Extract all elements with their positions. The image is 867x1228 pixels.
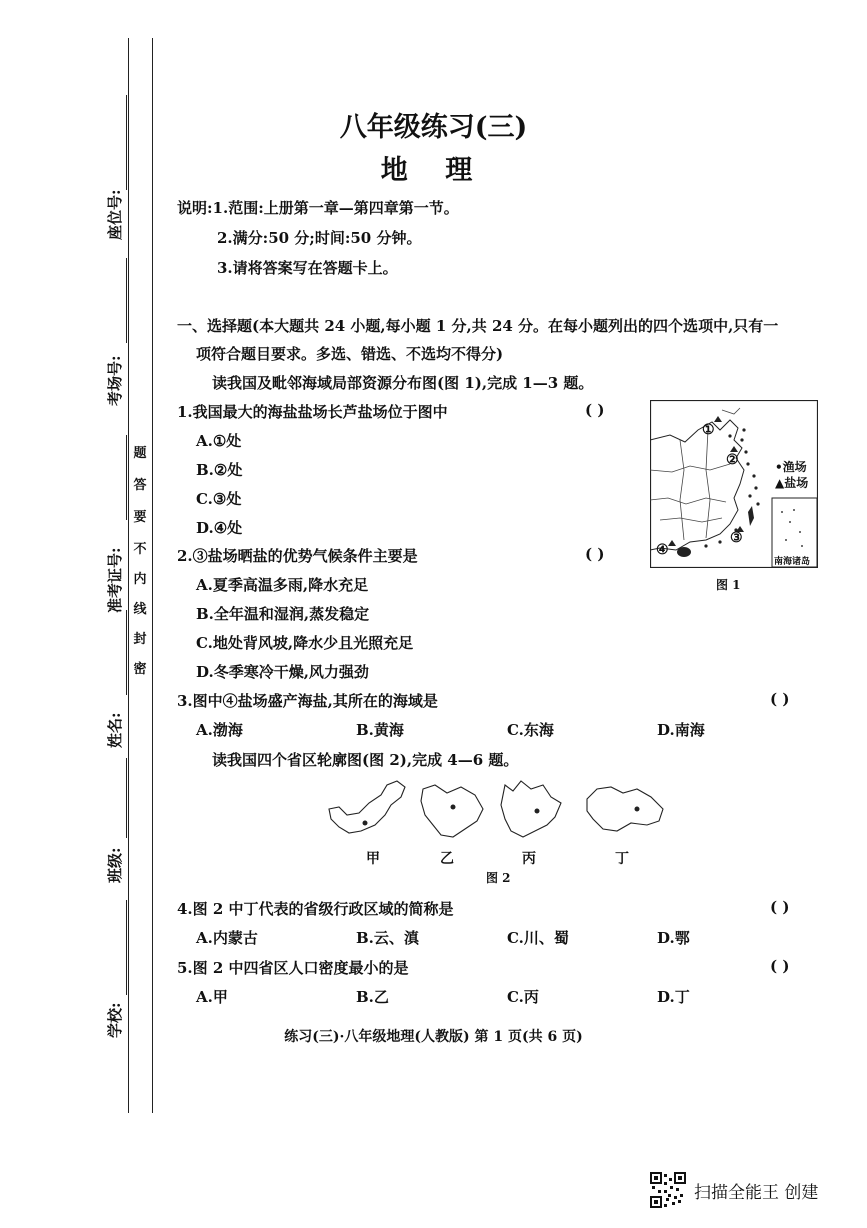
legend-saltfield (775, 474, 808, 491)
q5-answer-paren: ( ) (770, 957, 790, 975)
exam-room-label: 考场号: (106, 355, 124, 406)
class-underline (126, 758, 127, 838)
reading-intro-2: 读我国四个省区轮廓图(图 2),完成 4—6 题。 (212, 751, 519, 769)
seal-char: 要 (133, 510, 147, 525)
fig1-marker-2: ② (726, 452, 739, 468)
name-underline (126, 610, 127, 695)
exam-id-label: 准考证号: (106, 547, 124, 613)
q5-option-c: C.丙 (507, 988, 539, 1006)
seal-char: 答 (133, 478, 147, 493)
q3-answer-paren: ( ) (770, 690, 790, 708)
q4-option-b: B.云、滇 (356, 929, 419, 947)
fig1-marker-3: ③ (730, 530, 743, 546)
exam-room-field (104, 258, 144, 408)
q2-answer-paren: ( ) (585, 545, 605, 563)
q4-option-c: C.川、蜀 (507, 929, 569, 947)
q3-option-c: C.东海 (507, 721, 554, 739)
figure-2-caption: 图 2 (486, 871, 511, 885)
figure-1-caption: 图 1 (716, 578, 741, 592)
q2-option-d: D.冬季寒冷干燥,风力强劲 (196, 663, 369, 681)
seat-label: 座位号: (106, 189, 124, 240)
q1-option-a: A.①处 (196, 432, 242, 450)
q2-option-c: C.地处背风坡,降水少且光照充足 (196, 634, 414, 652)
figure-2-outlines (325, 775, 670, 845)
legend-fishery (775, 458, 807, 475)
school-label: 学校: (106, 1002, 124, 1038)
q4-answer-paren: ( ) (770, 898, 790, 916)
school-underline (126, 900, 127, 995)
q2-option-a: A.夏季高温多雨,降水充足 (196, 576, 369, 594)
subject-title: 地 理 (380, 155, 487, 186)
fig2-label-yi: 乙 (440, 851, 454, 867)
figure-1-map (650, 400, 818, 568)
instruction-2: 2.满分:50 分;时间:50 分钟。 (217, 229, 422, 247)
q1-option-c: C.③处 (196, 490, 242, 508)
figure-2-svg (325, 775, 670, 845)
legend-fishery-label: 渔场 (782, 460, 807, 474)
q1-option-d: D.④处 (196, 519, 243, 537)
q5-option-b: B.乙 (356, 988, 389, 1006)
qr-code-icon (650, 1172, 686, 1208)
exam-id-underline (126, 435, 127, 520)
q3-stem: 3.图中④盐场盛产海盐,其所在的海域是 (177, 692, 438, 710)
exam-id-field (104, 435, 144, 615)
q3-option-d: D.南海 (657, 721, 705, 739)
seal-char: 密 (133, 662, 147, 677)
instruction-3: 3.请将答案写在答题卡上。 (217, 259, 398, 277)
fishery-dot-icon: • (775, 460, 783, 474)
fig2-label-jia: 甲 (366, 851, 380, 867)
seal-char: 线 (133, 602, 147, 617)
q1-answer-paren: ( ) (585, 401, 605, 419)
school-field (104, 900, 144, 1040)
reading-intro-1: 读我国及毗邻海域局部资源分布图(图 1),完成 1—3 题。 (212, 374, 594, 392)
watermark-text: 扫描全能王 创建 (694, 1183, 819, 1203)
q5-option-d: D.丁 (657, 988, 690, 1006)
fig2-label-bing: 丙 (522, 851, 536, 867)
fig1-marker-1: ① (702, 422, 715, 438)
seal-char: 内 (133, 572, 147, 587)
legend-saltfield-label: 盐场 (784, 476, 809, 490)
class-field (104, 758, 144, 888)
seal-char: 题 (133, 446, 147, 461)
q1-stem: 1.我国最大的海盐盐场长芦盐场位于图中 (177, 403, 448, 421)
q3-option-b: B.黄海 (356, 721, 404, 739)
instruction-1: 说明:1.范围:上册第一章—第四章第一节。 (177, 199, 459, 217)
q5-option-a: A.甲 (196, 988, 228, 1006)
q5-stem: 5.图 2 中四省区人口密度最小的是 (177, 959, 409, 977)
name-label: 姓名: (106, 712, 124, 748)
q2-stem: 2.③盐场晒盐的优势气候条件主要是 (177, 547, 418, 565)
q4-stem: 4.图 2 中丁代表的省级行政区域的简称是 (177, 900, 454, 918)
binding-line-inner (152, 38, 153, 1113)
q4-option-a: A.内蒙古 (196, 929, 258, 947)
q2-option-b: B.全年温和湿润,蒸发稳定 (196, 605, 370, 623)
seal-char: 封 (133, 632, 147, 647)
q4-option-d: D.鄂 (657, 929, 690, 947)
class-label: 班级: (106, 847, 124, 883)
section-heading-1: 一、选择题(本大题共 24 小题,每小题 1 分,共 24 分。在每小题列出的四个选项中,只有一 (177, 317, 779, 335)
q1-option-b: B.②处 (196, 461, 243, 479)
salt-triangle-icon: ▲ (775, 476, 785, 490)
watermark (650, 1170, 860, 1210)
section-heading-2: 项符合题目要求。多选、错选、不选均不得分) (196, 345, 504, 363)
page-title: 八年级练习(三) (339, 112, 528, 143)
fig1-marker-4: ④ (656, 542, 669, 558)
exam-room-underline (126, 258, 127, 343)
q3-option-a: A.渤海 (196, 721, 243, 739)
page-footer: 练习(三)·八年级地理(人教版) 第 1 页(共 6 页) (284, 1029, 583, 1045)
fig2-label-ding: 丁 (615, 851, 629, 867)
inset-label: 南海诸岛 (774, 557, 811, 567)
seal-char: 不 (133, 542, 147, 557)
